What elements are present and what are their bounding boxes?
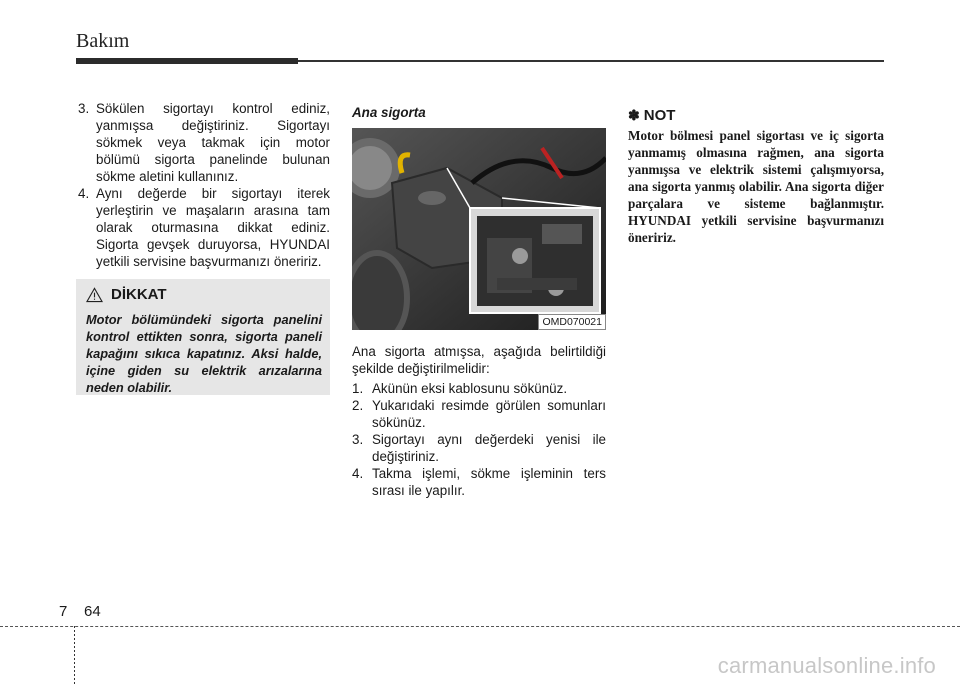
caution-text: Motor bölümündeki sigorta panelini kontrol ettikten sonra, sigorta paneli kapağını sıkıca kapatınız. Aksi halde, içine giden su elektrik arızalarına neden olabilir.: [86, 312, 322, 395]
list-item: [352, 431, 606, 465]
header-title: Bakım: [76, 30, 130, 52]
engine-bay-photo: [352, 128, 606, 330]
note-header: [628, 107, 675, 124]
engine-bay-illustration: [352, 128, 606, 330]
caution-box: [76, 279, 330, 395]
photo-code: OMD070021: [538, 314, 606, 330]
column-middle: [352, 343, 606, 499]
asterisk-icon: ✽: [628, 107, 640, 123]
chapter-number: 7: [59, 603, 68, 620]
step-text: Aynı değerde bir sigortayı iterek yerleştirin ve maşaların arasına tam olarak oturmasına dikkat ediniz. Sigorta gevşek duruyorsa, HYUNDAI yetkili servisine başvurmanızı öneririz.: [96, 186, 330, 269]
footer-divider: [74, 626, 75, 685]
list-item: [352, 397, 606, 431]
page-number: 64: [84, 603, 101, 620]
warning-triangle-icon: [86, 287, 103, 303]
note-title: NOT: [643, 107, 676, 124]
step-text: Yukarıdaki resimde görülen somunları sökünüz.: [372, 398, 606, 430]
footer-rule: [0, 626, 960, 627]
step-number: 1.: [352, 381, 364, 396]
section-heading: Ana sigorta: [352, 105, 426, 120]
step-number: 2.: [352, 398, 364, 413]
intro-text: Ana sigorta atmışsa, aşağıda belirtildiği şekilde değiştirilmelidir:: [352, 344, 606, 376]
step-text: Sökülen sigortayı kontrol ediniz, yanmışsa değiştiriniz. Sigortayı sökmek veya takmak için motor bölümü sigorta panelinde bulunan sökme aletini kullanınız.: [96, 101, 330, 184]
list-item: [352, 465, 606, 499]
watermark: carmanualsonline.info: [717, 653, 936, 678]
step-list: [76, 100, 330, 270]
step-text: Akünün eksi kablosunu sökünüz.: [372, 381, 568, 396]
step-text: Sigortayı aynı değerdeki yenisi ile değiştiriniz.: [372, 432, 606, 464]
list-item: [76, 185, 330, 270]
list-item: [352, 380, 606, 397]
step-number: 4.: [352, 466, 364, 481]
header-bar: [76, 58, 298, 64]
caution-header: [86, 286, 167, 303]
step-number: 4.: [78, 186, 90, 201]
caution-title: DİKKAT: [111, 286, 167, 303]
step-text: Takma işlemi, sökme işleminin ters sırası ile yapılır.: [372, 466, 606, 498]
note-text: Motor bölmesi panel sigortası ve iç sigorta yanmamış olmasına rağmen, ana sigorta yanmışsa ve elektrik sistemi çalışmıyorsa, ana sigorta yanmış olabilir. Ana sigorta diğer parçalara ve sisteme bağlanmıştır. HYUNDAI yetkili servisine başvurmanızı öneririz.: [628, 128, 884, 245]
step-number: 3.: [352, 432, 364, 447]
step-number: 3.: [78, 101, 90, 116]
list-item: [76, 100, 330, 185]
column-left: [76, 100, 330, 270]
step-list: [352, 380, 606, 499]
